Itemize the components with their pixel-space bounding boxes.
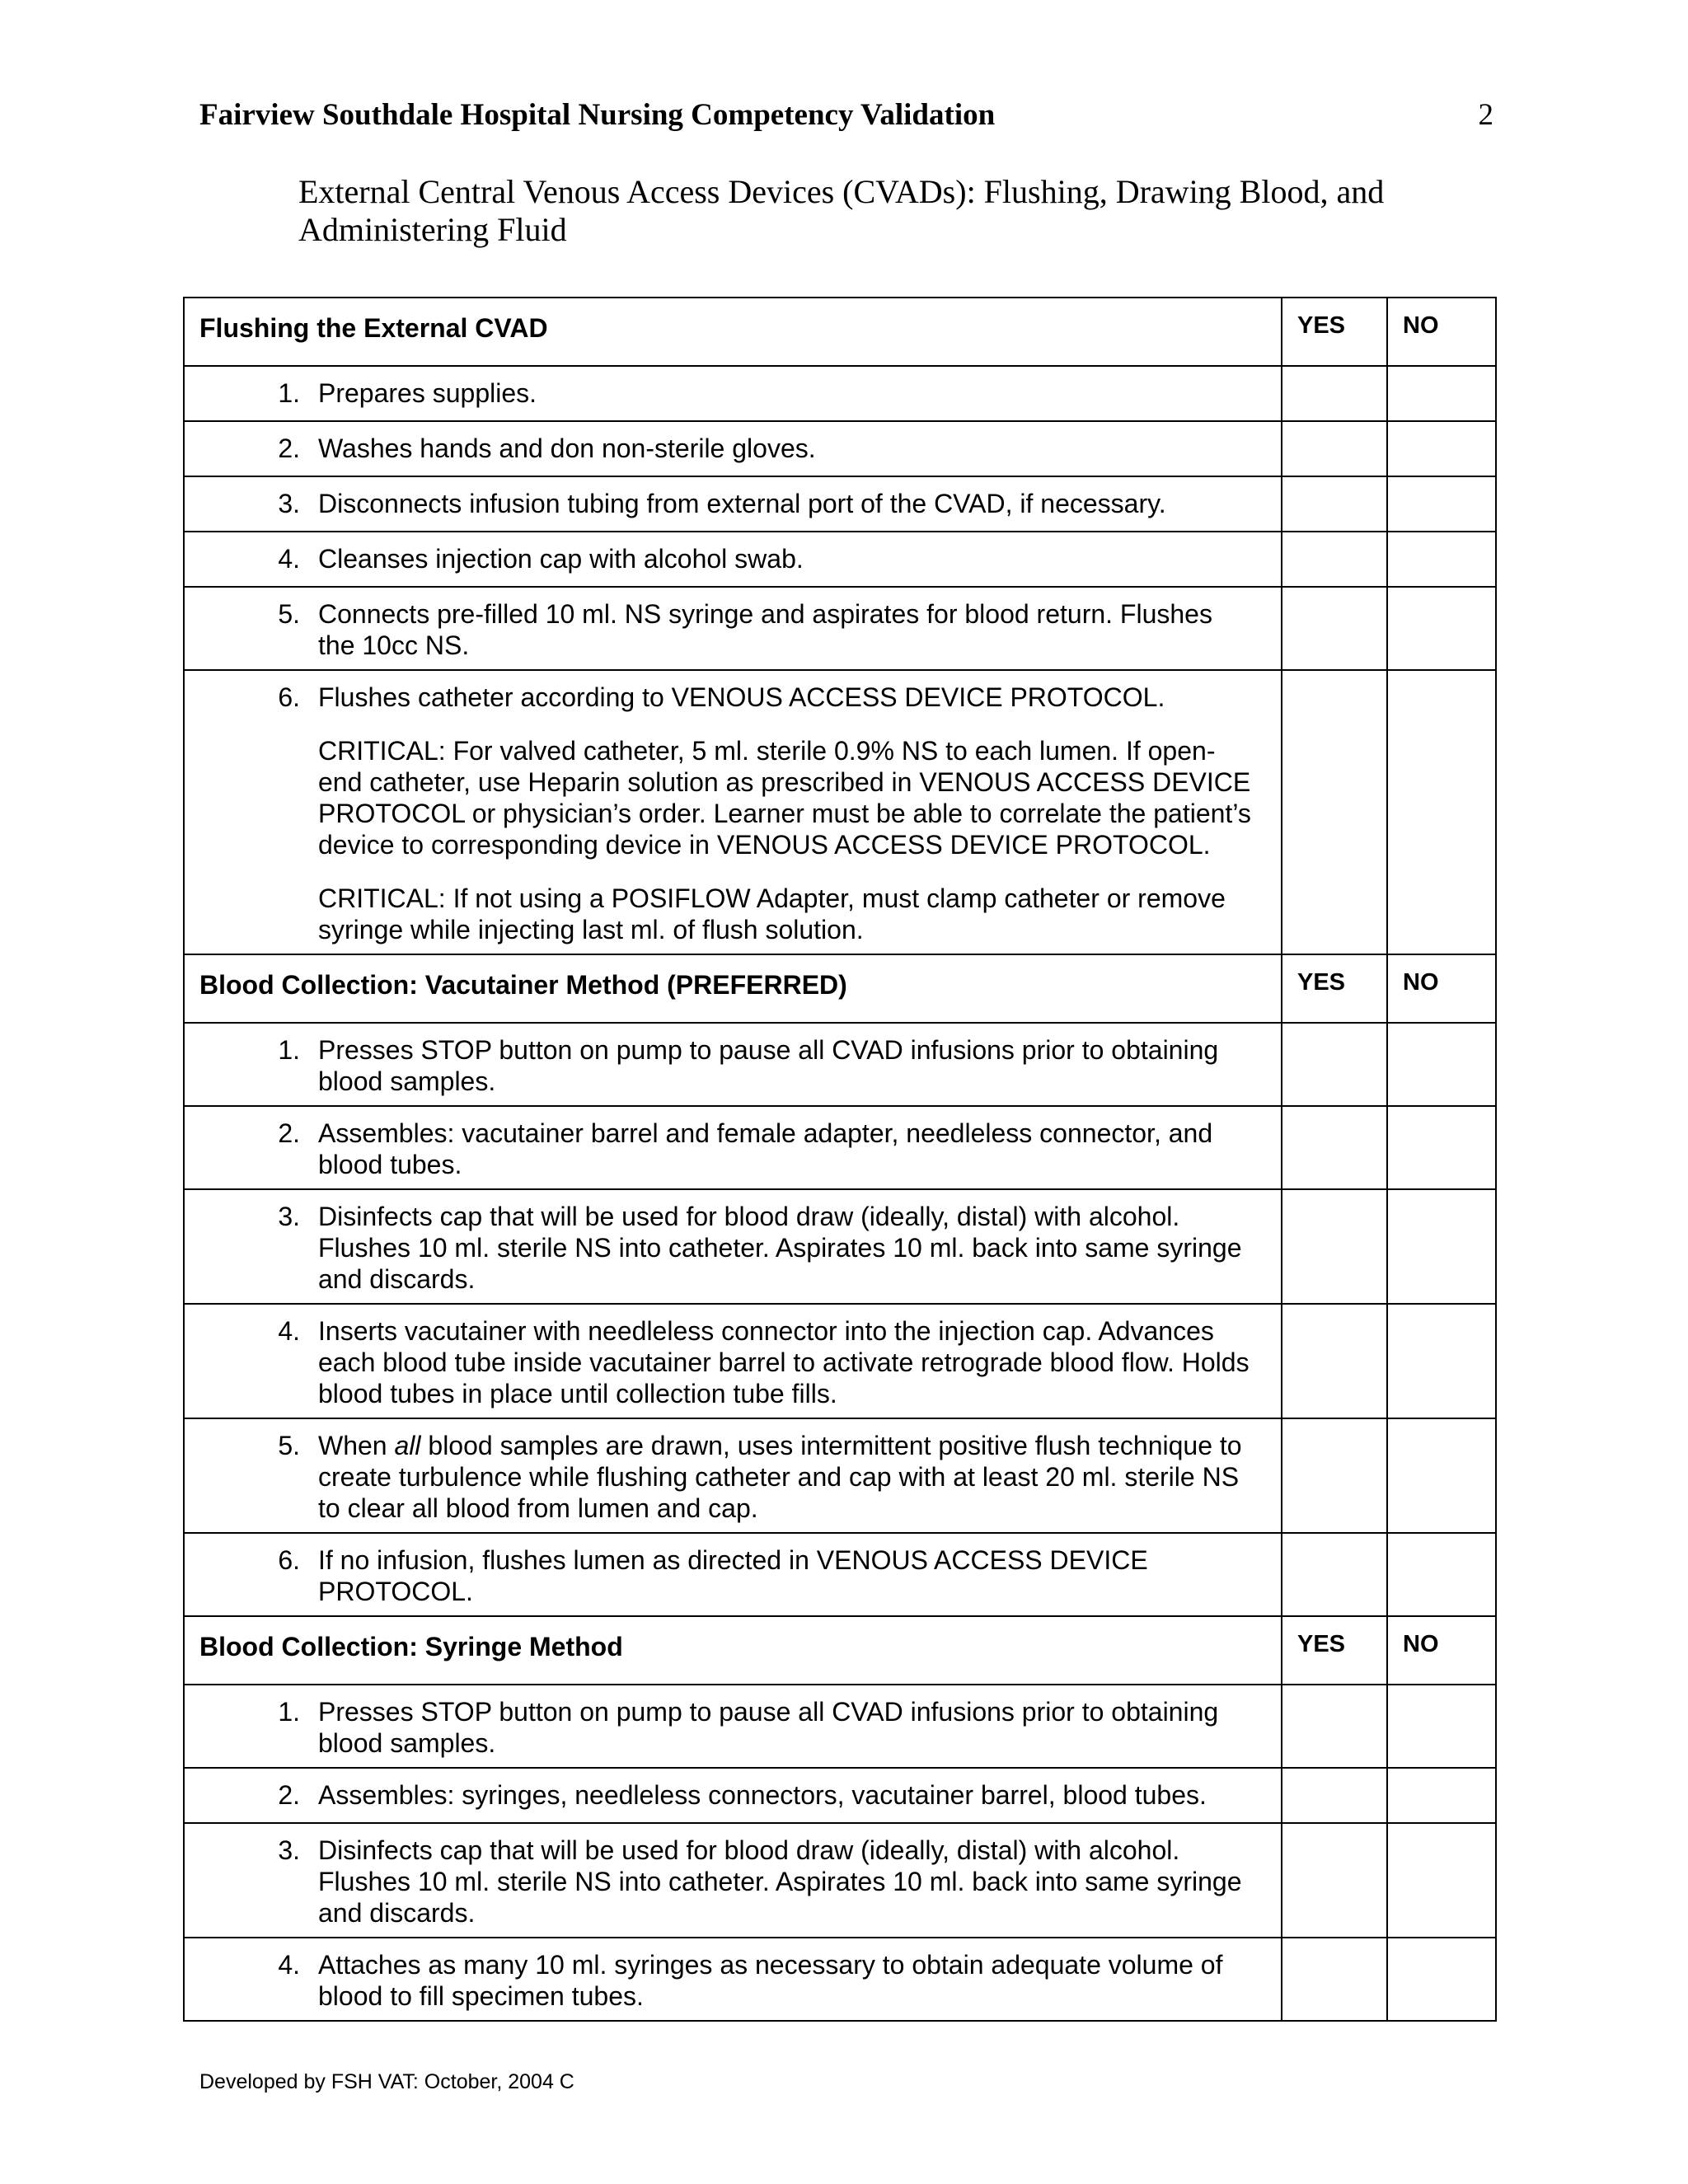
checklist-item-row <box>184 421 1496 476</box>
item-number: 3. <box>278 1202 300 1231</box>
item-number: 2. <box>278 1118 300 1148</box>
item-number: 1. <box>278 1697 300 1727</box>
item-number: 4. <box>278 544 300 574</box>
yes-checkbox-cell[interactable] <box>1282 1938 1387 2021</box>
yes-checkbox-cell[interactable] <box>1282 670 1387 954</box>
item-text-cell <box>184 1106 1282 1189</box>
document-subtitle: External Central Venous Access Devices (CVADs): Flushing, Drawing Blood, and Administering Fluid <box>298 173 1385 248</box>
checklist-item-row <box>184 1823 1496 1938</box>
no-checkbox-cell[interactable] <box>1387 366 1496 421</box>
item-text-cell <box>184 476 1282 532</box>
checklist-item-row <box>184 1938 1496 2021</box>
no-checkbox-cell[interactable] <box>1387 1418 1496 1533</box>
checklist-item-row <box>184 1304 1496 1418</box>
section-header-row <box>184 298 1496 366</box>
section-header-row <box>184 1616 1496 1685</box>
item-number: 1. <box>278 378 300 408</box>
no-checkbox-cell[interactable] <box>1387 421 1496 476</box>
item-paragraph: CRITICAL: For valved catheter, 5 ml. sterile 0.9% NS to each lumen. If open-end catheter, use Heparin solution as prescribed in VENOUS ACCESS DEVICE PROTOCOL or physician’s order. Learner must be able to correlate the patient’s device to corresponding device in VENOUS ACCESS DEVICE PROTOCOL. <box>318 736 1251 860</box>
competency-checklist-table <box>183 297 1497 2022</box>
no-checkbox-cell[interactable] <box>1387 1106 1496 1189</box>
section-title: Flushing the External CVAD <box>184 298 1282 366</box>
yes-checkbox-cell[interactable] <box>1282 421 1387 476</box>
yes-checkbox-cell[interactable] <box>1282 1823 1387 1938</box>
item-text-cell <box>184 587 1282 670</box>
item-text-cell <box>184 532 1282 587</box>
item-paragraph: Assembles: vacutainer barrel and female adapter, needleless connector, and blood tubes. <box>318 1118 1213 1179</box>
checklist-item-row <box>184 1418 1496 1533</box>
no-checkbox-cell[interactable] <box>1387 1938 1496 2021</box>
item-paragraph: Connects pre-filled 10 ml. NS syringe and aspirates for blood return. Flushes the 10cc NS. <box>318 599 1212 660</box>
no-column-header: NO <box>1387 298 1496 366</box>
footer-note: Developed by FSH VAT: October, 2004 C <box>199 2070 574 2093</box>
item-paragraph: Disinfects cap that will be used for blood draw (ideally, distal) with alcohol. Flushes 10 ml. sterile NS into catheter. Aspirates 10 ml. back into same syringe and discards. <box>318 1202 1242 1294</box>
item-number: 6. <box>278 1545 300 1575</box>
checklist-item-row <box>184 1685 1496 1768</box>
yes-checkbox-cell[interactable] <box>1282 1685 1387 1768</box>
item-text-cell <box>184 1685 1282 1768</box>
item-paragraph: Flushes catheter according to VENOUS ACCESS DEVICE PROTOCOL. <box>318 682 1165 712</box>
item-text-cell <box>184 1533 1282 1616</box>
item-text-cell <box>184 1189 1282 1304</box>
checklist-item-row <box>184 532 1496 587</box>
no-column-header: NO <box>1387 1616 1496 1685</box>
item-number: 5. <box>278 599 300 629</box>
yes-column-header: YES <box>1282 298 1387 366</box>
item-paragraph: Attaches as many 10 ml. syringes as necessary to obtain adequate volume of blood to fill specimen tubes. <box>318 1950 1223 2011</box>
item-paragraph: Inserts vacutainer with needleless connector into the injection cap. Advances each blood tube inside vacutainer barrel to activate retrograde blood flow. Holds blood tubes in place until collection tube fills. <box>318 1316 1250 1408</box>
item-paragraph: Prepares supplies. <box>318 378 537 408</box>
document-title: Fairview Southdale Hospital Nursing Competency Validation <box>199 98 996 132</box>
yes-checkbox-cell[interactable] <box>1282 587 1387 670</box>
no-checkbox-cell[interactable] <box>1387 476 1496 532</box>
no-checkbox-cell[interactable] <box>1387 587 1496 670</box>
yes-checkbox-cell[interactable] <box>1282 1768 1387 1823</box>
no-checkbox-cell[interactable] <box>1387 1304 1496 1418</box>
no-checkbox-cell[interactable] <box>1387 1823 1496 1938</box>
item-paragraph: Washes hands and don non-sterile gloves. <box>318 434 816 463</box>
yes-checkbox-cell[interactable] <box>1282 1023 1387 1106</box>
item-paragraph: CRITICAL: If not using a POSIFLOW Adapter, must clamp catheter or remove syringe while injecting last ml. of flush solution. <box>318 883 1226 944</box>
document-header <box>199 97 1493 133</box>
checklist-item-row <box>184 476 1496 532</box>
section-title: Blood Collection: Syringe Method <box>184 1616 1282 1685</box>
item-paragraph: If no infusion, flushes lumen as directed in VENOUS ACCESS DEVICE PROTOCOL. <box>318 1545 1148 1606</box>
item-paragraph: Cleanses injection cap with alcohol swab. <box>318 544 804 574</box>
item-paragraph: When all blood samples are drawn, uses intermittent positive flush technique to create turbulence while flushing catheter and cap with at least 20 ml. sterile NS to clear all blood from lumen and cap. <box>318 1431 1242 1523</box>
item-number: 2. <box>278 1780 300 1810</box>
no-column-header: NO <box>1387 954 1496 1023</box>
item-paragraph: Assembles: syringes, needleless connectors, vacutainer barrel, blood tubes. <box>318 1780 1207 1810</box>
item-number: 3. <box>278 489 300 518</box>
section-header-row <box>184 954 1496 1023</box>
item-paragraph: Presses STOP button on pump to pause all CVAD infusions prior to obtaining blood samples. <box>318 1035 1219 1096</box>
checklist-item-row <box>184 587 1496 670</box>
item-number: 5. <box>278 1431 300 1460</box>
yes-checkbox-cell[interactable] <box>1282 366 1387 421</box>
item-paragraph: Disinfects cap that will be used for blood draw (ideally, distal) with alcohol. Flushes 10 ml. sterile NS into catheter. Aspirates 10 ml. back into same syringe and discards. <box>318 1835 1242 1928</box>
item-text-cell <box>184 1418 1282 1533</box>
item-number: 3. <box>278 1835 300 1865</box>
yes-column-header: YES <box>1282 1616 1387 1685</box>
no-checkbox-cell[interactable] <box>1387 1685 1496 1768</box>
checklist-item-row <box>184 1189 1496 1304</box>
checklist-item-row <box>184 366 1496 421</box>
item-paragraph: Presses STOP button on pump to pause all CVAD infusions prior to obtaining blood samples. <box>318 1697 1219 1758</box>
item-text-cell <box>184 421 1282 476</box>
yes-checkbox-cell[interactable] <box>1282 1304 1387 1418</box>
no-checkbox-cell[interactable] <box>1387 670 1496 954</box>
checklist-item-row <box>184 1106 1496 1189</box>
yes-checkbox-cell[interactable] <box>1282 1106 1387 1189</box>
yes-checkbox-cell[interactable] <box>1282 1533 1387 1616</box>
section-title: Blood Collection: Vacutainer Method (PREFERRED) <box>184 954 1282 1023</box>
item-text-cell <box>184 1823 1282 1938</box>
no-checkbox-cell[interactable] <box>1387 1533 1496 1616</box>
item-text-cell <box>184 366 1282 421</box>
item-number: 4. <box>278 1950 300 1980</box>
no-checkbox-cell[interactable] <box>1387 532 1496 587</box>
item-number: 1. <box>278 1035 300 1065</box>
yes-checkbox-cell[interactable] <box>1282 1418 1387 1533</box>
yes-column-header: YES <box>1282 954 1387 1023</box>
page-number: 2 <box>1478 98 1493 132</box>
checklist-item-row <box>184 1768 1496 1823</box>
checklist-item-row <box>184 1023 1496 1106</box>
item-text-cell <box>184 1304 1282 1418</box>
item-text-cell <box>184 1023 1282 1106</box>
yes-checkbox-cell[interactable] <box>1282 476 1387 532</box>
no-checkbox-cell[interactable] <box>1387 1768 1496 1823</box>
no-checkbox-cell[interactable] <box>1387 1189 1496 1304</box>
item-text-cell <box>184 1768 1282 1823</box>
yes-checkbox-cell[interactable] <box>1282 532 1387 587</box>
item-number: 4. <box>278 1316 300 1346</box>
yes-checkbox-cell[interactable] <box>1282 1189 1387 1304</box>
item-number: 2. <box>278 434 300 463</box>
item-text-cell <box>184 1938 1282 2021</box>
checklist-item-row <box>184 670 1496 954</box>
item-paragraph: Disconnects infusion tubing from external port of the CVAD, if necessary. <box>318 489 1166 518</box>
checklist-item-row <box>184 1533 1496 1616</box>
item-text-cell <box>184 670 1282 954</box>
no-checkbox-cell[interactable] <box>1387 1023 1496 1106</box>
item-number: 6. <box>278 682 300 712</box>
